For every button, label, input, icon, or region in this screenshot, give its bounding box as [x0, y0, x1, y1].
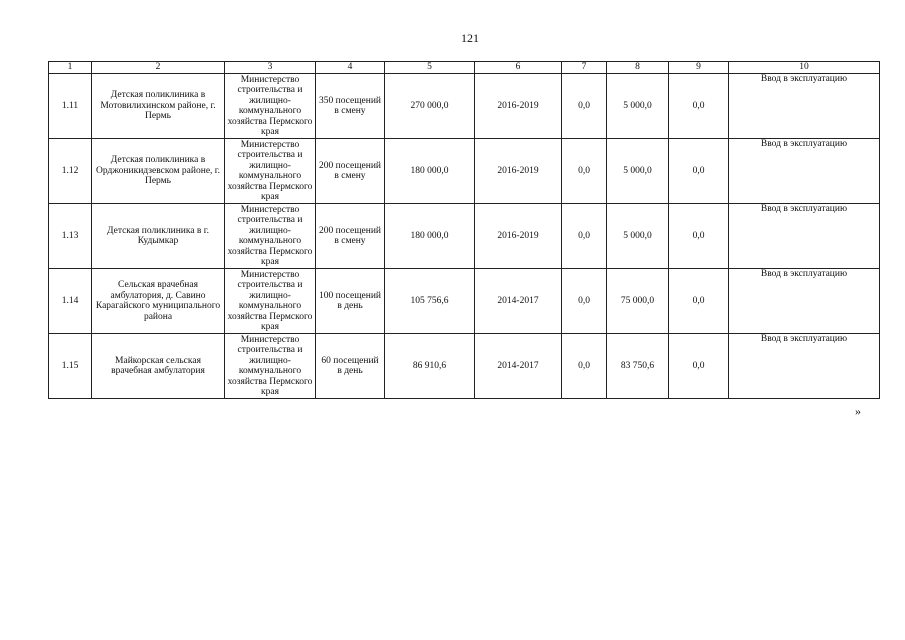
column-7-value: 0,0 [562, 139, 607, 204]
expected-result: Ввод в эксплуатацию [729, 74, 880, 139]
implementation-period: 2016-2019 [475, 204, 562, 269]
object-name: Детская поликлиника в Мотовилихинском районе, г. Пермь [92, 74, 225, 139]
table-row [49, 74, 880, 139]
table-row [49, 139, 880, 204]
object-name: Сельская врачебная амбулатория, д. Савино Карагайского муниципального района [92, 269, 225, 334]
total-cost: 180 000,0 [385, 139, 475, 204]
column-9-value: 0,0 [669, 334, 729, 399]
row-number: 1.15 [49, 334, 92, 399]
expected-result: Ввод в эксплуатацию [729, 334, 880, 399]
capacity: 200 посещений в смену [316, 204, 385, 269]
closing-quote-mark: » [855, 404, 861, 418]
column-7-value: 0,0 [562, 334, 607, 399]
column-9-value: 0,0 [669, 139, 729, 204]
column-header-3: 3 [225, 62, 316, 74]
object-name: Детская поликлиника в г. Кудымкар [92, 204, 225, 269]
column-8-value: 5 000,0 [607, 74, 669, 139]
capacity: 350 посещений в смену [316, 74, 385, 139]
column-8-value: 5 000,0 [607, 139, 669, 204]
page-number: 121 [461, 31, 479, 45]
responsible-ministry: Министерство строительства и жилищно-коммунального хозяйства Пермского края [225, 74, 316, 139]
column-9-value: 0,0 [669, 204, 729, 269]
expected-result: Ввод в эксплуатацию [729, 139, 880, 204]
table-row [49, 334, 880, 399]
table-row [49, 269, 880, 334]
implementation-period: 2016-2019 [475, 139, 562, 204]
column-7-value: 0,0 [562, 74, 607, 139]
total-cost: 86 910,6 [385, 334, 475, 399]
column-9-value: 0,0 [669, 269, 729, 334]
capacity: 100 посещений в день [316, 269, 385, 334]
column-header-4: 4 [316, 62, 385, 74]
capacity: 60 посещений в день [316, 334, 385, 399]
column-8-value: 83 750,6 [607, 334, 669, 399]
column-header-1: 1 [49, 62, 92, 74]
expected-result: Ввод в эксплуатацию [729, 204, 880, 269]
register-table [48, 61, 880, 399]
header-row [49, 62, 880, 74]
capacity: 200 посещений в смену [316, 139, 385, 204]
table-body [49, 74, 880, 399]
total-cost: 180 000,0 [385, 204, 475, 269]
implementation-period: 2014-2017 [475, 334, 562, 399]
table-row [49, 204, 880, 269]
row-number: 1.12 [49, 139, 92, 204]
column-header-9: 9 [669, 62, 729, 74]
column-7-value: 0,0 [562, 204, 607, 269]
column-header-10: 10 [729, 62, 880, 74]
responsible-ministry: Министерство строительства и жилищно-коммунального хозяйства Пермского края [225, 269, 316, 334]
column-header-7: 7 [562, 62, 607, 74]
column-8-value: 5 000,0 [607, 204, 669, 269]
column-9-value: 0,0 [669, 74, 729, 139]
row-number: 1.11 [49, 74, 92, 139]
responsible-ministry: Министерство строительства и жилищно-коммунального хозяйства Пермского края [225, 139, 316, 204]
column-header-2: 2 [92, 62, 225, 74]
total-cost: 105 756,6 [385, 269, 475, 334]
responsible-ministry: Министерство строительства и жилищно-коммунального хозяйства Пермского края [225, 204, 316, 269]
column-header-8: 8 [607, 62, 669, 74]
column-header-6: 6 [475, 62, 562, 74]
total-cost: 270 000,0 [385, 74, 475, 139]
implementation-period: 2014-2017 [475, 269, 562, 334]
row-number: 1.14 [49, 269, 92, 334]
object-name: Майкорская сельская врачебная амбулатория [92, 334, 225, 399]
object-name: Детская поликлиника в Орджоникидзевском районе, г. Пермь [92, 139, 225, 204]
responsible-ministry: Министерство строительства и жилищно-коммунального хозяйства Пермского края [225, 334, 316, 399]
implementation-period: 2016-2019 [475, 74, 562, 139]
column-header-5: 5 [385, 62, 475, 74]
expected-result: Ввод в эксплуатацию [729, 269, 880, 334]
column-8-value: 75 000,0 [607, 269, 669, 334]
column-7-value: 0,0 [562, 269, 607, 334]
row-number: 1.13 [49, 204, 92, 269]
